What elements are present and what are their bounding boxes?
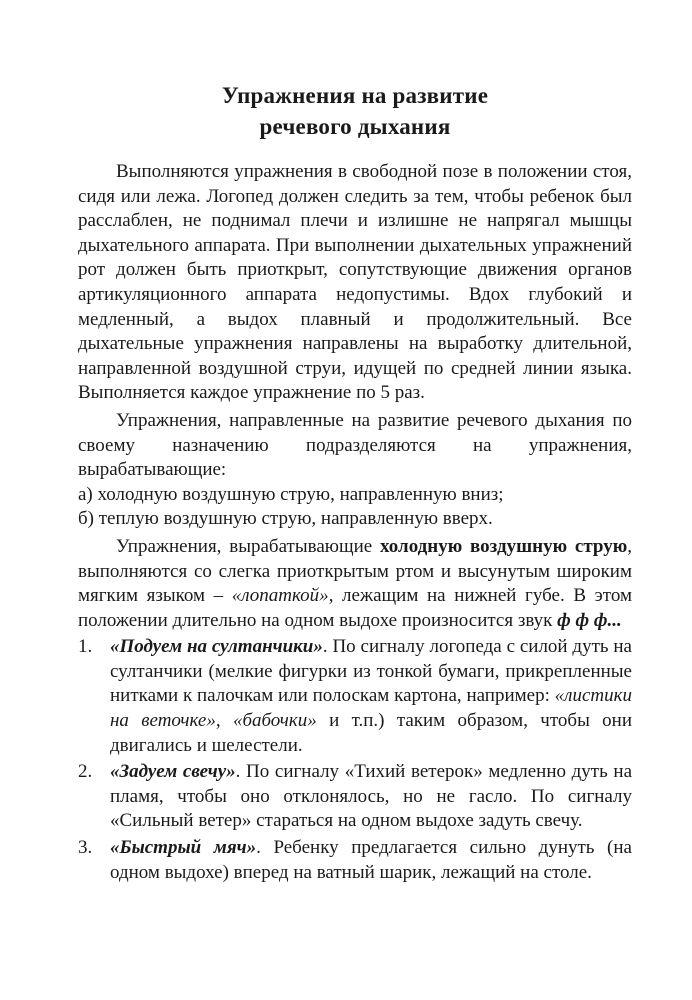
text: . По сигналу «Тихий ветерок» медленно дуть на пламя, чтобы оно отклонялось, но не гасло. По сигналу «Сильный ветер» стараться на одном выдохе задуть свечу. — [110, 761, 633, 832]
paragraph-intro: Выполняются упражнения в свободной позе в положении стоя, сидя или лежа. Логопед должен следить за тем, чтобы ребенок был расслаблен, не поднимал плечи и излишне не напрягал мышцы дыхательного аппарата. При выполнении дыхательных упражнений рот должен быть приоткрыт, сопутствующие движения органов артикуляционного аппарата недопустимы. Вдох глубокий и медленный, а выдох плавный и продолжительный. Все дыхательные упражнения направлены на выработку длительной, направленной воздушной струи, идущей по средней линии языка. Выполняется каждое упражнение по 5 раз. — [78, 161, 632, 404]
exercise-item — [78, 760, 632, 834]
item-number: 3. — [78, 837, 93, 859]
list-item-a: а) холодную воздушную струю, направленную вниз; — [78, 483, 504, 505]
italic-term: «листики на веточке» — [110, 685, 632, 732]
italic-term: «бабочки» — [232, 710, 317, 732]
text: и т.п.) таким образом, чтобы они двигались и шелестели. — [110, 710, 633, 756]
title-line-2: речевого дыхания — [259, 114, 451, 139]
text: , — [215, 710, 233, 732]
exercise-name: «Подуем на султанчики» — [110, 636, 323, 658]
paragraph-purpose: Упражнения, направленные на развитие речевого дыхания по своему назначению подразделяются на упражнения, вырабатывающие: — [78, 409, 632, 481]
page-title — [78, 80, 632, 142]
exercise-name: «Быстрый мяч» — [110, 837, 257, 859]
exercise-list — [78, 635, 632, 885]
exercise-name: «Задуем свечу» — [110, 761, 236, 783]
item-number: 1. — [78, 636, 93, 658]
text: . Ребенку предлагается сильно дунуть (на одном выдохе) вперед на ватный шарик, лежащий на столе. — [110, 837, 632, 883]
text: Упражнения, вырабатывающие — [116, 535, 381, 557]
text: , выполняются со слегка приоткрытым ртом и высунутым широким мягким языком – — [78, 535, 632, 607]
italic-term: «лопаткой» — [231, 585, 329, 607]
exercise-item — [78, 635, 632, 758]
text: . По сигналу логопеда с силой дуть на султанчики (мелкие фигурки из тонкой бумаги, прикрепленные нитками к палочкам или полоскам картона, например: — [110, 636, 632, 707]
exercise-item — [78, 836, 632, 885]
list-item-b: б) теплую воздушную струю, направленную вверх. — [78, 508, 493, 530]
sound-term: ф ф ф... — [557, 609, 622, 631]
bold-term: холодную воздушную струю — [380, 535, 628, 557]
text: , лежащим на нижней губе. В этом положении длительно на одном выдохе произносится звук — [78, 585, 632, 631]
title-line-1: Упражнения на развитие — [221, 83, 489, 108]
item-number: 2. — [78, 761, 93, 783]
paragraph-cold-stream — [78, 535, 632, 633]
